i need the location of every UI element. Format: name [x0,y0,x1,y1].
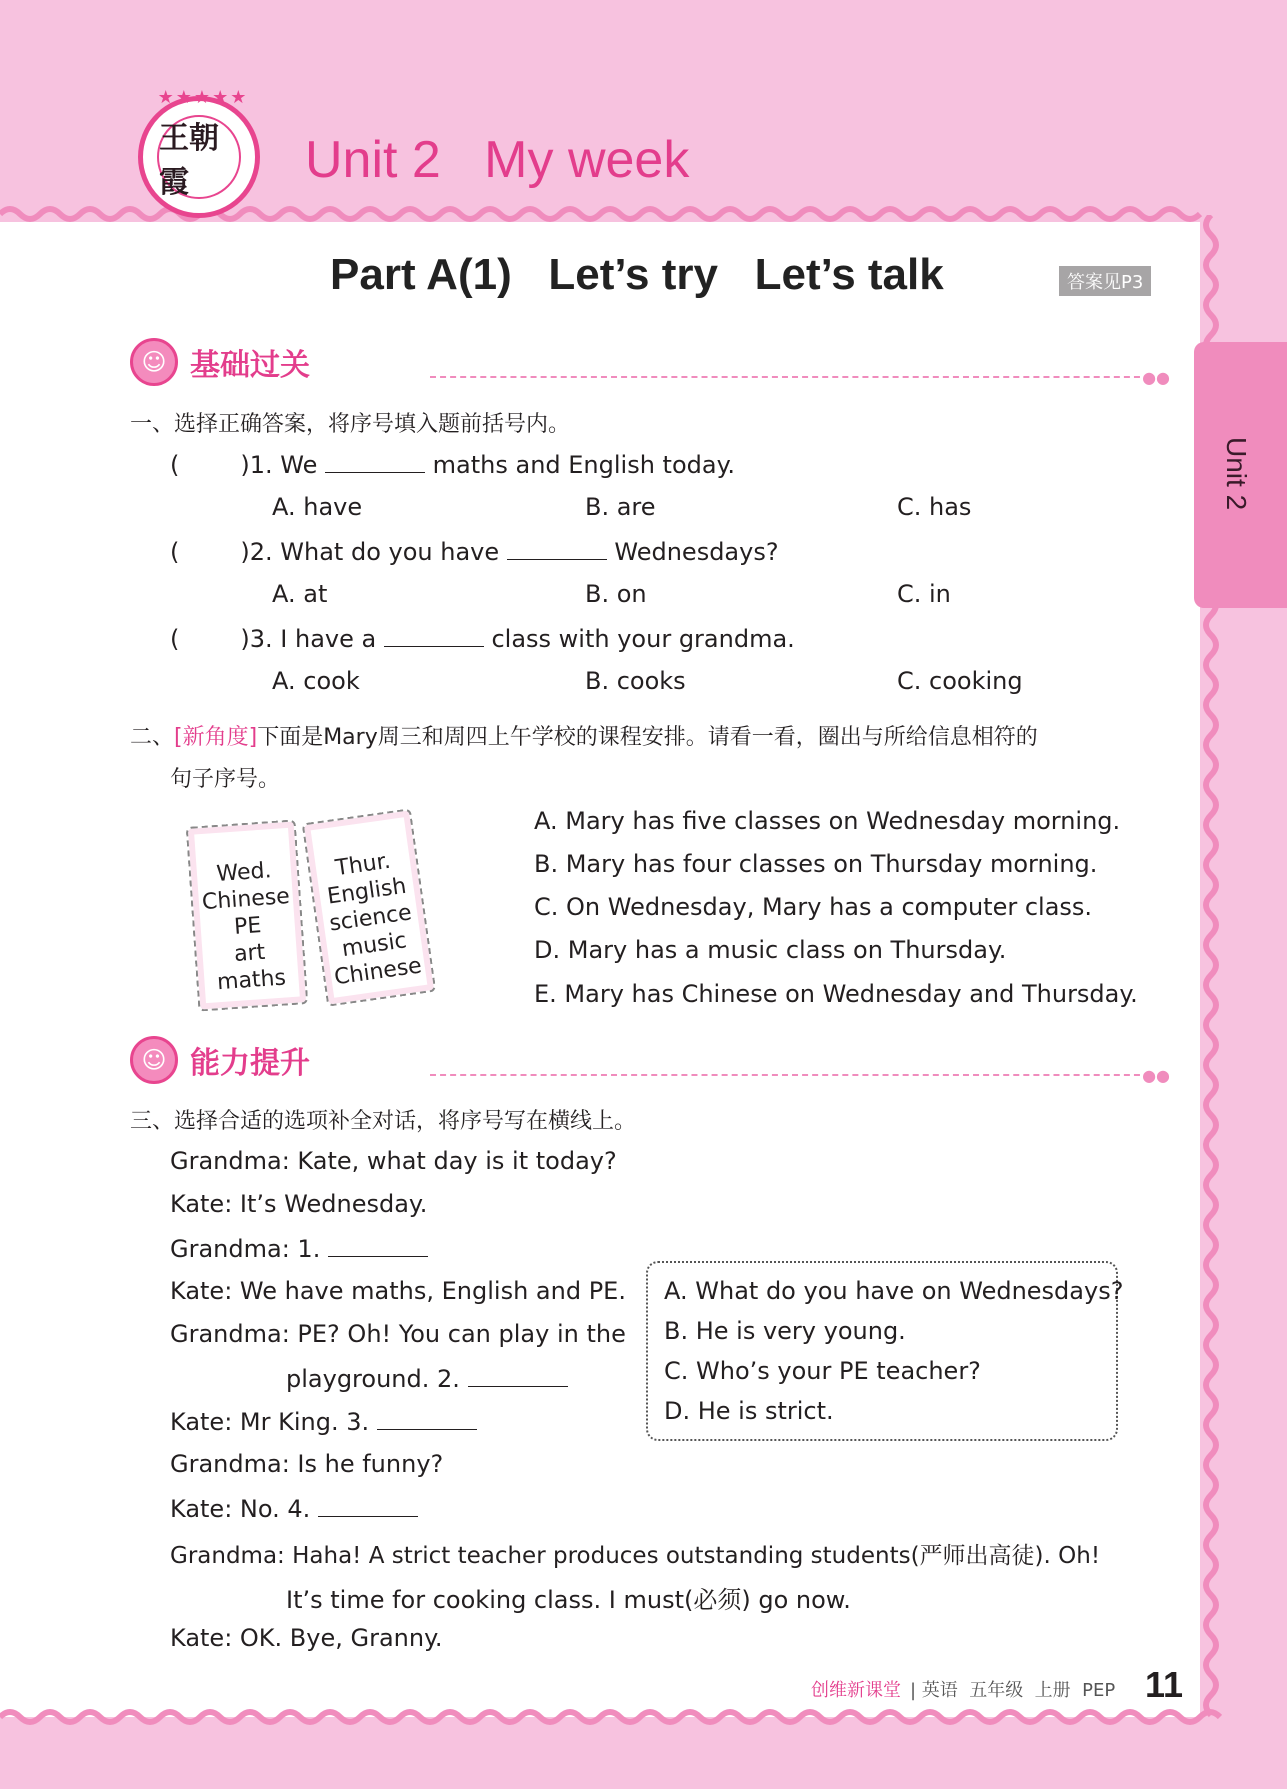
page-number: 11 [1145,1664,1184,1705]
section-title: 基础过关 [190,348,310,383]
answer-blank[interactable] [507,537,607,560]
choice-option: B. He is very young. [664,1317,906,1345]
section-title: 能力提升 [190,1046,310,1081]
dialogue-line: Grandma: Kate, what day is it today? [170,1147,617,1175]
statement-option[interactable]: E. Mary has Chinese on Wednesday and Thursday. [534,980,1138,1008]
option: B. are [585,493,656,521]
statement-option[interactable]: A. Mary has five classes on Wednesday morning. [534,807,1121,835]
question-2: ( )2. What do you have Wednesdays? [170,538,779,566]
stars-icon: ★★★★★ [157,87,249,108]
q2-instruction-cont: 句子序号。 [170,767,281,792]
answer-blank[interactable] [325,450,425,473]
answer-blank[interactable] [328,1234,428,1257]
schedule-class: English [325,873,408,910]
schedule-class: music [340,928,409,963]
part-title: Part A(1) Let’s try Let’s talk [330,250,944,299]
option: A. at [272,580,328,608]
dialogue-line: Kate: OK. Bye, Granny. [170,1624,443,1652]
page-card [0,222,1200,1717]
answer-blank[interactable] [318,1494,418,1517]
statement-option[interactable]: C. On Wednesday, Mary has a computer class. [534,893,1093,921]
q2-instruction: 二、[新角度]下面是Mary周三和周四上午学校的课程安排。请看一看，圈出与所给信息相符的 [130,725,1038,750]
question-1: ( )1. We maths and English today. [170,451,735,479]
q3-instruction: 三、选择合适的选项补全对话，将序号写在横线上。 [130,1109,637,1134]
bottom-wave-border [0,1703,1230,1731]
wednesday-schedule-card [186,819,309,1011]
statement-option[interactable]: B. Mary has four classes on Thursday morning. [534,850,1098,878]
option: C. in [897,580,951,608]
choice-option: D. He is strict. [664,1397,834,1425]
statement-option[interactable]: D. Mary has a music class on Thursday. [534,936,1007,964]
answer-reference: 答案见P3 [1059,266,1151,296]
dialogue-line: playground. 2. [286,1364,568,1393]
option: B. on [585,580,647,608]
unit-title: Unit 2 My week [305,131,690,189]
option: A. have [272,493,363,521]
section-heading-advanced [130,1036,1170,1084]
dialogue-line: It’s time for cooking class. I must(必须) go now. [286,1586,851,1614]
mascot-icon: ☺ [130,338,178,386]
dots-icon: ●● [1142,368,1170,387]
dialogue-line: Grandma: PE? Oh! You can play in the [170,1320,626,1348]
dialogue-line: Grandma: 1. [170,1234,428,1263]
dialogue-line: Grandma: Is he funny? [170,1450,444,1478]
question-3: ( )3. I have a class with your grandma. [170,625,795,653]
option: C. has [897,493,972,521]
answer-blank[interactable] [377,1407,477,1430]
schedule-day: Wed. [215,858,273,887]
option: C. cooking [897,667,1023,695]
schedule-class: art [233,939,267,967]
section-heading-basic [130,338,1170,386]
dialogue-line: Grandma: Haha! A strict teacher produces outstanding students(严师出高徒). Oh! [170,1543,1101,1569]
answer-blank[interactable] [384,624,484,647]
logo-text: 王朝霞 [157,115,241,199]
schedule-class: Chinese [332,953,424,991]
dialogue-line: Kate: No. 4. [170,1494,418,1523]
footer-details: | 英语 五年级 上册 PEP [910,1680,1116,1701]
footer-brand: 创维新课堂 [811,1680,901,1701]
schedule-class: maths [216,965,287,996]
mascot-icon: ☺ [130,1036,178,1084]
option: B. cooks [585,667,686,695]
q1-instruction: 一、选择正确答案，将序号填入题前括号内。 [130,412,571,437]
side-tab-label: Unit 2 [1221,437,1252,511]
schedule-class: science [327,900,414,937]
dialogue-line: Kate: Mr King. 3. [170,1407,477,1436]
dialogue-line: Kate: It’s Wednesday. [170,1190,428,1218]
publisher-logo [138,87,260,218]
choice-option: A. What do you have on Wednesdays? [664,1277,1124,1305]
dialogue-line: Kate: We have maths, English and PE. [170,1277,626,1305]
dots-icon: ●● [1142,1066,1170,1085]
option: A. cook [272,667,360,695]
schedule-class: Chinese [201,884,291,916]
schedule-class: PE [233,913,263,940]
answer-blank[interactable] [468,1364,568,1387]
choice-option: C. Who’s your PE teacher? [664,1357,981,1385]
new-angle-tag: [新角度] [174,725,258,750]
side-unit-tab [1194,342,1287,608]
schedule-day: Thur. [333,848,393,882]
